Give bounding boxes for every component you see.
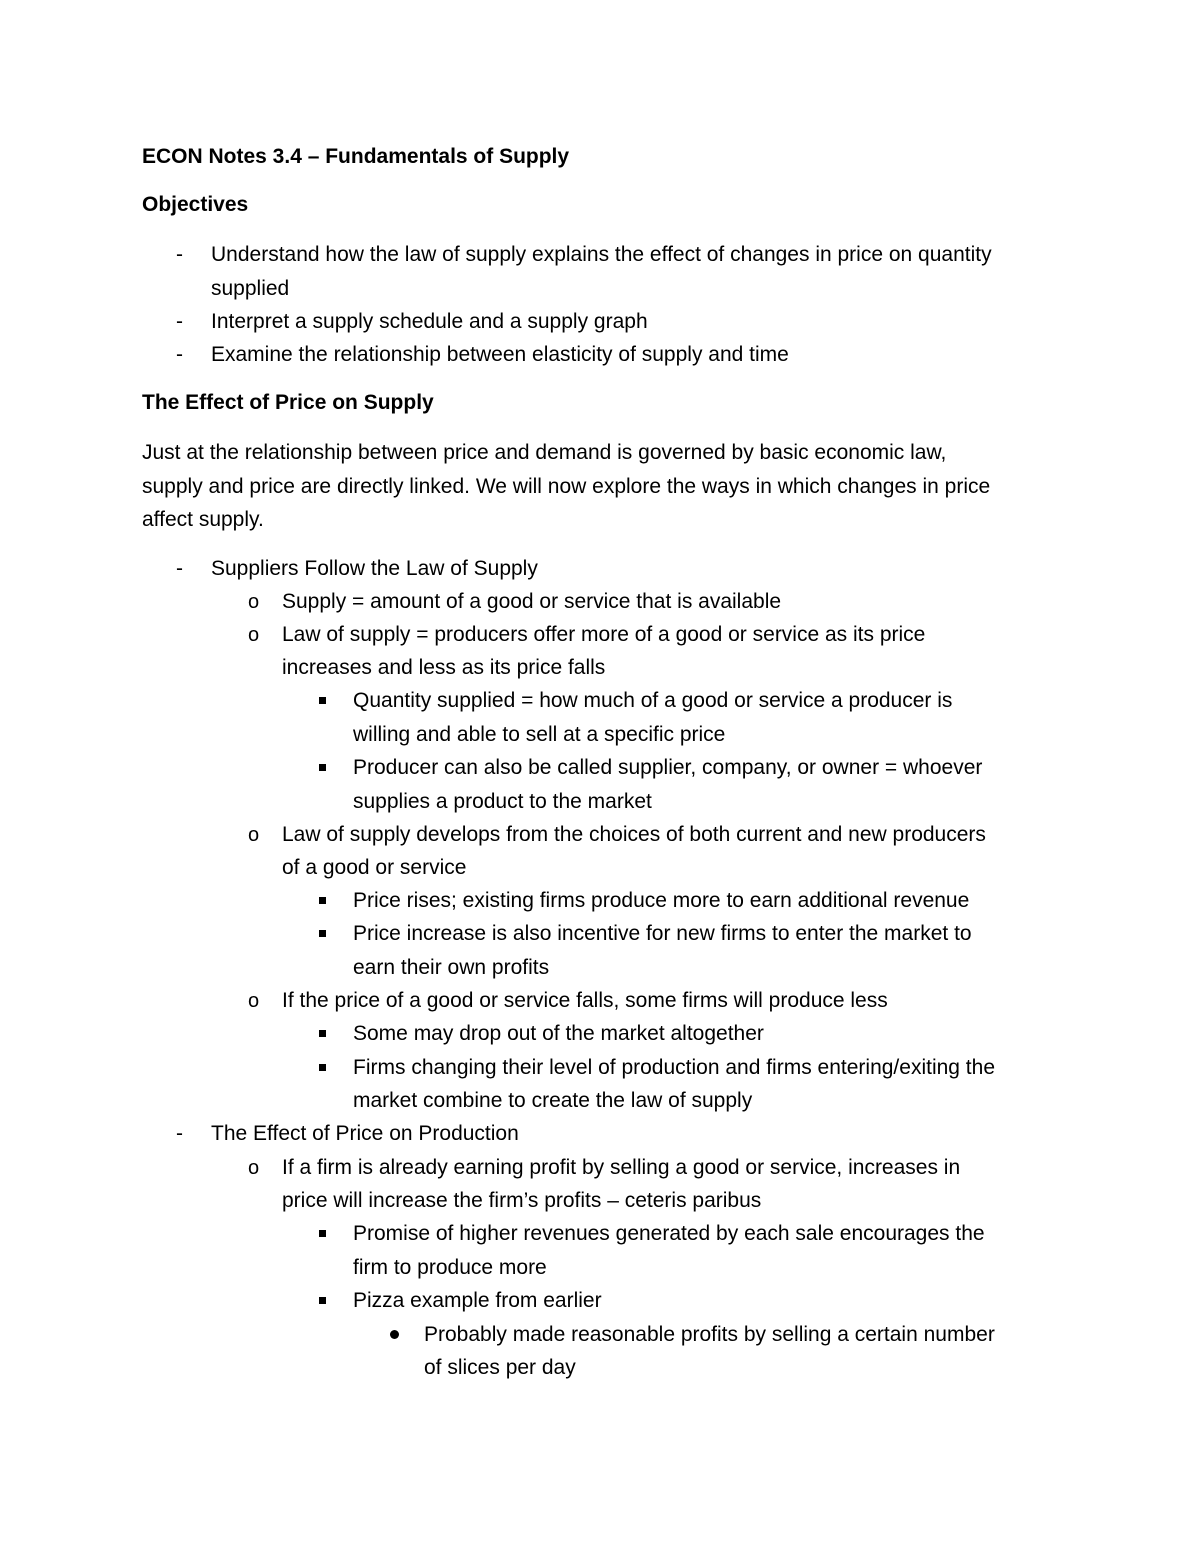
bullet-l4-reasonable-profits-line-1: Probably made reasonable profits by selling a certain number (424, 1323, 995, 1346)
bullet-l3-drop-out: Some may drop out of the market altogether (353, 1022, 764, 1045)
dash-bullet: - (176, 310, 183, 333)
square-bullet (319, 764, 326, 771)
bullet-l3-price-increase-line-1: Price increase is also incentive for new firms to enter the market to (353, 922, 972, 945)
square-bullet (319, 1064, 326, 1071)
objective-item-3: Examine the relationship between elasticity of supply and time (211, 343, 789, 366)
objective-item-1-line-2: supplied (211, 277, 290, 300)
dash-bullet: - (176, 557, 183, 580)
bullet-l3-firms-changing-line-2: market combine to create the law of supply (353, 1089, 753, 1112)
bullet-l1-law-of-supply: Suppliers Follow the Law of Supply (211, 557, 538, 580)
square-bullet (319, 930, 326, 937)
circle-bullet: o (248, 1157, 260, 1179)
square-bullet (319, 897, 326, 904)
bullet-l2-law-develops-line-2: of a good or service (282, 856, 467, 879)
bullet-l3-quantity-supplied-line-1: Quantity supplied = how much of a good or service a producer is (353, 689, 953, 712)
bullet-l3-price-rises: Price rises; existing firms produce more to earn additional revenue (353, 889, 970, 912)
bullet-l3-pizza-example: Pizza example from earlier (353, 1289, 602, 1312)
bullet-l2-supply-definition: Supply = amount of a good or service that is available (282, 590, 782, 613)
bullet-l1-effect-on-production: The Effect of Price on Production (211, 1122, 519, 1145)
square-bullet (319, 1230, 326, 1237)
paragraph-line-2: supply and price are directly linked. We will now explore the ways in which changes in price (142, 475, 991, 498)
dash-bullet: - (176, 1122, 183, 1145)
document-title: ECON Notes 3.4 – Fundamentals of Supply (142, 145, 570, 168)
bullet-l2-price-falls: If the price of a good or service falls, some firms will produce less (282, 989, 888, 1012)
circle-bullet: o (248, 990, 260, 1012)
paragraph-line-3: affect supply. (142, 508, 264, 531)
bullet-l2-earning-profit-line-1: If a firm is already earning profit by selling a good or service, increases in (282, 1156, 961, 1179)
dash-bullet: - (176, 243, 183, 266)
objective-item-1-line-1: Understand how the law of supply explains the effect of changes in price on quantity (211, 243, 992, 266)
circle-bullet: o (248, 624, 260, 646)
circle-bullet: o (248, 824, 260, 846)
bullet-l3-quantity-supplied-line-2: willing and able to sell at a specific price (353, 723, 726, 746)
round-bullet (390, 1330, 399, 1339)
bullet-l2-law-definition-line-1: Law of supply = producers offer more of a good or service as its price (282, 623, 926, 646)
square-bullet (319, 1030, 326, 1037)
bullet-l3-producer-line-1: Producer can also be called supplier, company, or owner = whoever (353, 756, 983, 779)
bullet-l3-price-increase-line-2: earn their own profits (353, 956, 550, 979)
section-heading: The Effect of Price on Supply (142, 391, 434, 414)
circle-bullet: o (248, 591, 260, 613)
objectives-heading: Objectives (142, 193, 249, 216)
bullet-l3-producer-line-2: supplies a product to the market (353, 790, 652, 813)
dash-bullet: - (176, 343, 183, 366)
bullet-l2-earning-profit-line-2: price will increase the firm’s profits – ceteris paribus (282, 1189, 762, 1212)
square-bullet (319, 1297, 326, 1304)
bullet-l3-higher-revenues-line-1: Promise of higher revenues generated by each sale encourages the (353, 1222, 985, 1245)
bullet-l3-higher-revenues-line-2: firm to produce more (353, 1256, 547, 1279)
bullet-l2-law-develops-line-1: Law of supply develops from the choices of both current and new producers (282, 823, 986, 846)
bullet-l4-reasonable-profits-line-2: of slices per day (424, 1356, 576, 1379)
objective-item-2: Interpret a supply schedule and a supply graph (211, 310, 648, 333)
bullet-l2-law-definition-line-2: increases and less as its price falls (282, 656, 606, 679)
paragraph-line-1: Just at the relationship between price and demand is governed by basic economic law, (142, 441, 947, 464)
bullet-l3-firms-changing-line-1: Firms changing their level of production and firms entering/exiting the (353, 1056, 995, 1079)
square-bullet (319, 697, 326, 704)
